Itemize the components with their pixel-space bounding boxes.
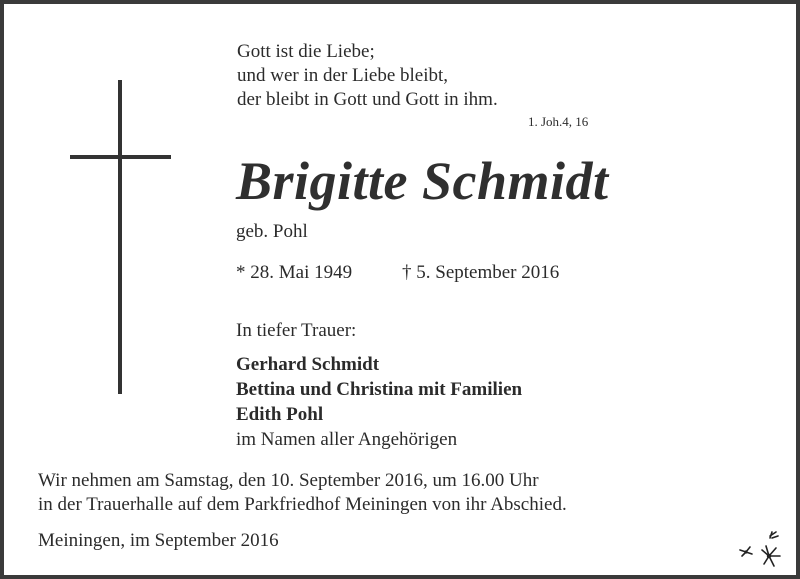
funeral-notice-line-1: Wir nehmen am Samstag, den 10. September 2016, um 16.00 Uhr xyxy=(38,470,539,491)
place-date: Meiningen, im September 2016 xyxy=(38,530,279,551)
quote-line-2: und wer in der Liebe bleibt, xyxy=(237,65,449,86)
mourner-name: Bettina und Christina mit Familien xyxy=(236,379,523,400)
cross-horizontal-bar xyxy=(70,155,171,159)
maiden-name: geb. Pohl xyxy=(236,221,308,242)
mourner-name: Edith Pohl xyxy=(236,404,324,425)
deceased-name: Brigitte Schmidt xyxy=(236,151,609,211)
quote-line-1: Gott ist die Liebe; xyxy=(237,41,375,62)
relatives-line: im Namen aller Angehörigen xyxy=(236,429,458,450)
cross-vertical-bar xyxy=(118,80,122,394)
funeral-notice-line-2: in der Trauerhalle auf dem Parkfriedhof Meiningen von ihr Abschied. xyxy=(38,494,567,515)
mourning-intro: In tiefer Trauer: xyxy=(236,320,357,341)
birth-date: * 28. Mai 1949 xyxy=(236,262,353,283)
mourner-name: Gerhard Schmidt xyxy=(236,354,380,375)
quote-source: 1. Joh.4, 16 xyxy=(528,114,589,129)
quote-line-3: der bleibt in Gott und Gott in ihm. xyxy=(237,89,498,110)
floral-mark-icon xyxy=(736,530,784,570)
death-date: † 5. September 2016 xyxy=(402,262,560,283)
